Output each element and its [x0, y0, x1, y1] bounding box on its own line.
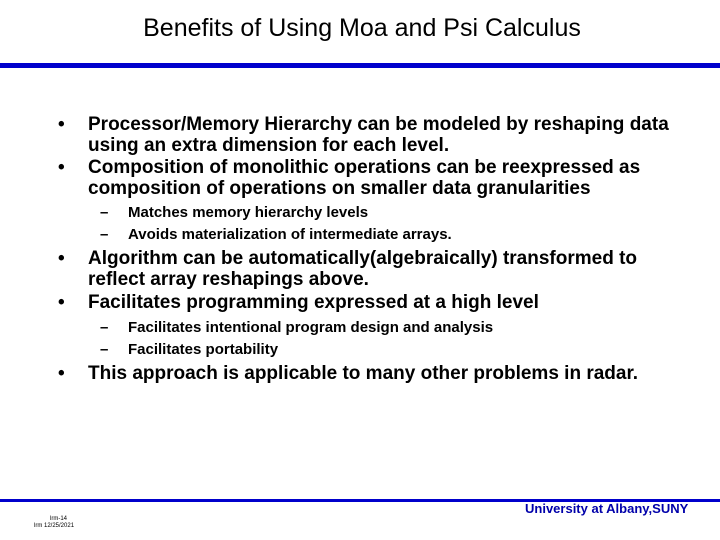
slide-footer-info [34, 516, 74, 530]
bullet-item [58, 248, 688, 290]
sub-bullet-text: Facilitates intentional program design and analysis [128, 319, 494, 336]
bullet-dot-icon: • [58, 114, 65, 135]
institution-label: University at Albany,SUNY [525, 501, 689, 516]
bullet-dot-icon: • [58, 363, 65, 384]
bullet-dot-icon: • [58, 292, 65, 313]
bullet-text: Facilitates programming expressed at a high level [88, 292, 539, 313]
sub-bullet-item [100, 319, 494, 337]
bullet-text: Algorithm can be automatically(algebraically) transformed to reflect array reshapings above. [88, 248, 638, 290]
sub-bullet-text: Avoids materialization of intermediate arrays. [128, 226, 452, 243]
sub-bullet-item [100, 204, 369, 222]
bullet-item [58, 292, 688, 314]
bullet-dot-icon: • [58, 248, 65, 269]
dash-icon: – [100, 319, 109, 336]
bullet-text: This approach is applicable to many other problems in radar. [88, 363, 639, 384]
title-divider [0, 63, 720, 68]
sub-bullet-item [100, 341, 279, 359]
bullet-text: Processor/Memory Hierarchy can be modeled by reshaping data using an extra dimension for each level. [88, 114, 669, 156]
bullet-item [58, 157, 688, 199]
sub-bullet-text: Matches memory hierarchy levels [128, 204, 369, 221]
slide-date: lrm 12/25/2021 [34, 523, 75, 529]
dash-icon: – [100, 341, 109, 358]
slide-code: lrm-14 [50, 516, 68, 522]
bullet-item [58, 363, 688, 385]
bullet-dot-icon: • [58, 157, 65, 178]
dash-icon: – [100, 226, 109, 243]
dash-icon: – [100, 204, 109, 221]
sub-bullet-item [100, 226, 452, 244]
bullet-item [58, 114, 688, 156]
slide-title: Benefits of Using Moa and Psi Calculus [143, 14, 581, 42]
sub-bullet-text: Facilitates portability [128, 341, 279, 358]
bullet-text: Composition of monolithic operations can be reexpressed as composition of operations on smaller data granularities [88, 157, 641, 199]
